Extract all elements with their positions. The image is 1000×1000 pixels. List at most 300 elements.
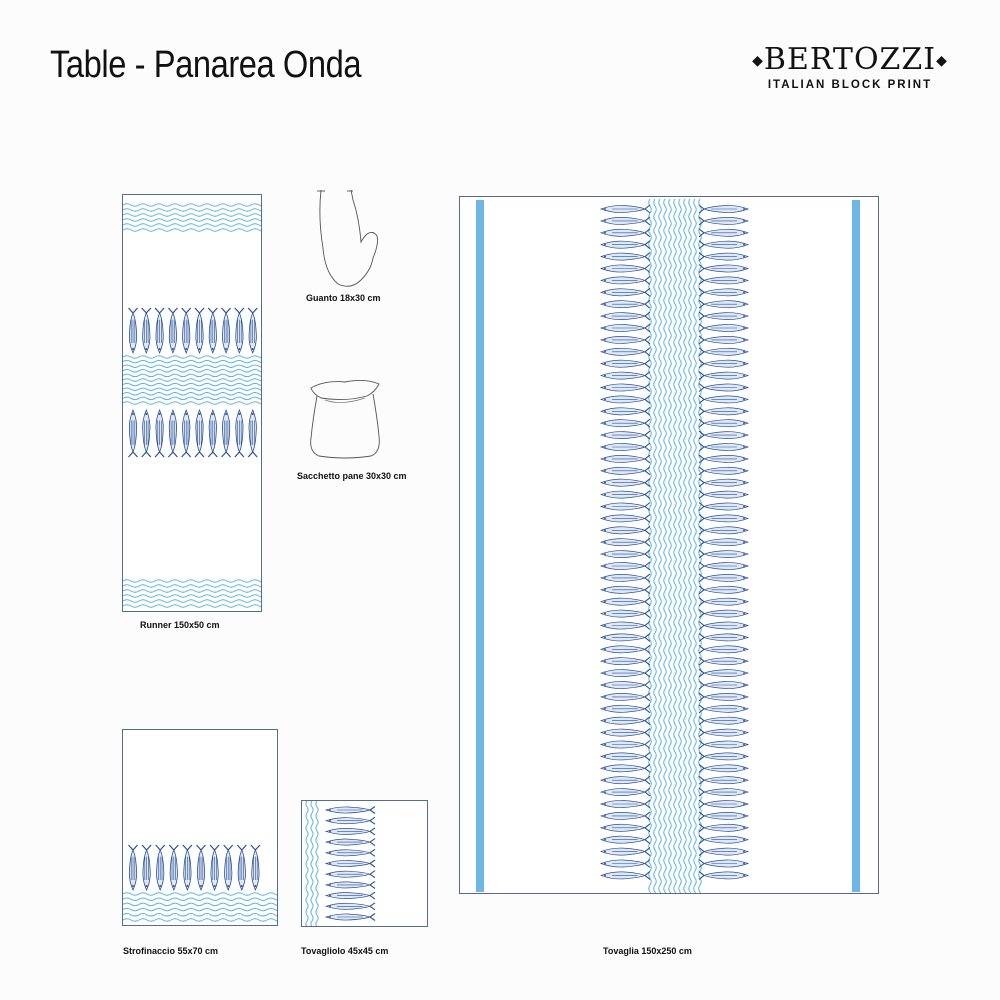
fish-eye [743, 625, 745, 627]
fish-eye [604, 732, 606, 734]
fish-motif [326, 817, 375, 824]
fish-motif [699, 729, 748, 737]
fish-eye [743, 315, 745, 317]
fish-tail [224, 845, 233, 850]
fish-eye [159, 348, 161, 350]
fish-tail [195, 452, 204, 457]
fish-motif [601, 253, 650, 261]
fish-tail [645, 741, 650, 749]
tea-towel-illustration [122, 729, 278, 926]
fish-eye [743, 375, 745, 377]
fish-eye [743, 339, 745, 341]
fish-eye [604, 518, 606, 520]
fish-tail [645, 348, 650, 356]
wave-line [689, 199, 692, 894]
fish-eye [743, 541, 745, 543]
runner-caption: Runner 150x50 cm [140, 620, 220, 630]
fish-eye [225, 348, 227, 350]
fish-tail [645, 455, 650, 463]
fish-motif [326, 839, 375, 846]
fish-eye [604, 399, 606, 401]
wave-line [123, 580, 262, 583]
fish-motif [326, 914, 375, 921]
fish-motif [601, 526, 650, 534]
brand-logo [750, 44, 950, 91]
fish-eye [329, 916, 331, 918]
fish-motif [195, 410, 204, 457]
fish-tail [183, 845, 192, 850]
fish-tail [248, 308, 257, 313]
fish-motif [182, 308, 191, 353]
fish-motif [601, 503, 650, 511]
fish-motif [699, 645, 748, 653]
fish-eye [743, 351, 745, 353]
fish-eye [604, 434, 606, 436]
fish-tail [370, 807, 375, 814]
fish-motif [699, 384, 748, 392]
fish-motif [699, 503, 748, 511]
fish-eye [743, 767, 745, 769]
fish-eye [743, 577, 745, 579]
fish-eye [743, 482, 745, 484]
fish-tail [699, 241, 704, 249]
wave-line [123, 379, 262, 382]
wave-line [123, 590, 262, 593]
fish-motif [222, 410, 231, 457]
wave-line [123, 209, 262, 212]
fish-eye [604, 672, 606, 674]
fish-tail [645, 514, 650, 522]
fish-tail [645, 848, 650, 856]
fish-tail [370, 849, 375, 856]
fish-motif [601, 550, 650, 558]
fish-motif [699, 776, 748, 784]
fish-motif [699, 312, 748, 320]
wave-line [123, 898, 278, 901]
fish-tail [699, 788, 704, 796]
fish-motif [699, 860, 748, 868]
fish-eye [238, 348, 240, 350]
fish-motif [699, 395, 748, 403]
fish-tail [699, 871, 704, 879]
fish-motif [699, 288, 748, 296]
fish-motif [208, 308, 217, 353]
wave-line [123, 224, 262, 227]
fish-motif [699, 622, 748, 630]
fish-motif [197, 845, 206, 890]
fish-tail [370, 892, 375, 899]
fish-motif [601, 752, 650, 760]
fish-tail [699, 645, 704, 653]
napkin-caption: Tovagliolo 45x45 cm [301, 946, 389, 956]
fish-motif [699, 586, 748, 594]
fish-eye [604, 648, 606, 650]
wave-line [123, 600, 262, 603]
fish-motif [210, 845, 219, 890]
fish-eye [743, 363, 745, 365]
fish-motif [326, 860, 375, 867]
napkin-illustration [301, 800, 428, 927]
fish-eye [604, 875, 606, 877]
fish-eye [604, 601, 606, 603]
fish-motif [155, 410, 164, 457]
fish-eye [604, 446, 606, 448]
fish-tail [370, 871, 375, 878]
fish-motif [699, 514, 748, 522]
fish-eye [252, 413, 254, 415]
fish-eye [743, 518, 745, 520]
fish-tail [235, 308, 244, 313]
fish-tail [699, 562, 704, 570]
wave-line [123, 908, 278, 911]
border-stripe [852, 200, 860, 892]
fish-eye [172, 348, 174, 350]
fish-motif [142, 308, 151, 353]
fish-tail [129, 452, 138, 457]
fish-tail [645, 372, 650, 380]
fish-motif [699, 574, 748, 582]
fish-eye [743, 744, 745, 746]
wave-line [123, 919, 278, 922]
fish-eye [743, 422, 745, 424]
fish-tail [645, 443, 650, 451]
fish-tail [645, 681, 650, 689]
fish-motif [699, 824, 748, 832]
fish-eye [604, 410, 606, 412]
wave-line [664, 199, 667, 894]
fish-eye [743, 720, 745, 722]
oven-mitt-illustration [313, 188, 383, 288]
fish-eye [604, 268, 606, 270]
fish-tail [699, 717, 704, 725]
fish-motif [195, 308, 204, 353]
fish-motif [601, 610, 650, 618]
fish-tail [142, 845, 151, 850]
fish-eye [604, 756, 606, 758]
fish-tail [645, 526, 650, 534]
fish-motif [169, 845, 178, 890]
fish-tail [370, 817, 375, 824]
fish-tail [699, 324, 704, 332]
fish-eye [743, 280, 745, 282]
fish-eye [604, 589, 606, 591]
fish-motif [601, 312, 650, 320]
fish-motif [129, 308, 138, 353]
fish-motif [235, 410, 244, 457]
wave-line [123, 370, 262, 373]
fish-tail [645, 360, 650, 368]
diamond-icon: ◆ [936, 53, 948, 69]
fish-eye [329, 884, 331, 886]
fish-motif [699, 550, 748, 558]
fish-motif [601, 205, 650, 213]
fish-eye [604, 220, 606, 222]
fish-eye [743, 303, 745, 305]
fish-tail [237, 845, 246, 850]
wave-line [123, 914, 278, 917]
fish-tail [142, 452, 151, 457]
fish-motif [699, 455, 748, 463]
fish-eye [604, 387, 606, 389]
fish-tail [197, 845, 206, 850]
fish-eye [329, 905, 331, 907]
fish-eye [743, 232, 745, 234]
fish-eye [743, 220, 745, 222]
fish-motif [699, 871, 748, 879]
fish-eye [743, 613, 745, 615]
fish-motif [699, 431, 748, 439]
fish-motif [699, 657, 748, 665]
fish-eye [604, 208, 606, 210]
fish-eye [743, 553, 745, 555]
fish-motif [251, 845, 260, 890]
fish-motif [237, 845, 246, 890]
fish-tail [645, 598, 650, 606]
fish-tail [699, 491, 704, 499]
fish-motif [699, 705, 748, 713]
fish-eye [604, 779, 606, 781]
fish-eye [254, 885, 256, 887]
fish-tail [370, 860, 375, 867]
fish-tail [645, 503, 650, 511]
fish-eye [743, 637, 745, 639]
fish-eye [145, 348, 147, 350]
fish-eye [604, 553, 606, 555]
fish-eye [132, 885, 134, 887]
fish-motif [699, 419, 748, 427]
fish-eye [604, 315, 606, 317]
fish-motif [601, 538, 650, 546]
fish-eye [604, 803, 606, 805]
fish-tail [210, 845, 219, 850]
fish-motif [699, 205, 748, 213]
runner-illustration [122, 194, 262, 612]
wave-line [123, 595, 262, 598]
fish-tail [645, 764, 650, 772]
fish-eye [743, 672, 745, 674]
fish-eye [146, 885, 148, 887]
fish-tail [195, 308, 204, 313]
fish-motif [699, 764, 748, 772]
fish-eye [604, 851, 606, 853]
fish-tail [182, 308, 191, 313]
tea-towel-caption: Strofinaccio 55x70 cm [123, 946, 219, 956]
wave-line [123, 605, 262, 608]
fish-eye [743, 434, 745, 436]
fish-eye [604, 494, 606, 496]
fish-eye [604, 339, 606, 341]
fish-eye [604, 791, 606, 793]
fish-eye [604, 470, 606, 472]
fish-motif [248, 308, 257, 353]
fish-motif [601, 741, 650, 749]
fish-tail [645, 538, 650, 546]
fish-eye [173, 885, 175, 887]
fish-motif [699, 348, 748, 356]
fish-tail [699, 407, 704, 415]
fish-eye [329, 852, 331, 854]
fish-motif [699, 491, 748, 499]
fish-tail [208, 452, 217, 457]
fish-motif [326, 871, 375, 878]
fish-motif [601, 372, 650, 380]
fish-motif [129, 845, 138, 890]
fish-tail [645, 431, 650, 439]
fish-motif [699, 407, 748, 415]
fish-eye [604, 863, 606, 865]
fish-motif [699, 598, 748, 606]
fish-motif [699, 788, 748, 796]
fish-tail [156, 845, 165, 850]
fish-eye [185, 348, 187, 350]
fish-eye [743, 803, 745, 805]
fish-tail [155, 308, 164, 313]
fish-eye [743, 410, 745, 412]
fish-eye [604, 815, 606, 817]
fish-tail [645, 300, 650, 308]
fish-tail [182, 452, 191, 457]
fish-eye [743, 387, 745, 389]
fish-motif [699, 276, 748, 284]
fish-eye [604, 363, 606, 365]
fish-eye [604, 303, 606, 305]
fish-motif [208, 410, 217, 457]
fish-motif [224, 845, 233, 890]
fish-eye [743, 565, 745, 567]
fish-tail [370, 828, 375, 835]
fish-tail [645, 693, 650, 701]
fish-tail [699, 253, 704, 261]
fish-tail [248, 452, 257, 457]
fish-motif [326, 849, 375, 856]
fish-tail [645, 657, 650, 665]
fish-motif [699, 741, 748, 749]
fish-eye [604, 625, 606, 627]
wave-line [123, 204, 262, 207]
fish-eye [604, 613, 606, 615]
fish-motif [155, 308, 164, 353]
fish-motif [183, 845, 192, 890]
fish-eye [214, 885, 216, 887]
fish-eye [604, 827, 606, 829]
fish-motif [601, 800, 650, 808]
fish-eye [604, 744, 606, 746]
fish-eye [329, 895, 331, 897]
fish-motif [601, 288, 650, 296]
fish-eye [743, 208, 745, 210]
fish-motif [326, 807, 375, 814]
fish-eye [132, 348, 134, 350]
fish-motif [601, 836, 650, 844]
fish-eye [604, 256, 606, 258]
fish-eye [172, 413, 174, 415]
fish-tail [235, 452, 244, 457]
fish-motif [699, 443, 748, 451]
fish-tail [645, 419, 650, 427]
fish-motif [222, 308, 231, 353]
page-title: Table - Panarea Onda [50, 44, 362, 86]
wave-line [123, 585, 262, 588]
fish-motif [601, 729, 650, 737]
fish-motif [601, 812, 650, 820]
fish-tail [129, 308, 138, 313]
wave-line [311, 801, 313, 927]
fish-eye [743, 399, 745, 401]
fish-motif [699, 800, 748, 808]
fish-tail [370, 839, 375, 846]
wave-line [679, 199, 682, 894]
fish-eye [743, 291, 745, 293]
border-stripe [476, 200, 484, 892]
fish-eye [145, 413, 147, 415]
fish-eye [743, 732, 745, 734]
fish-motif [601, 455, 650, 463]
fish-eye [604, 291, 606, 293]
fish-eye [604, 482, 606, 484]
fish-eye [743, 839, 745, 841]
fish-eye [743, 779, 745, 781]
wave-line [123, 893, 278, 896]
fish-eye [132, 413, 134, 415]
fish-eye [743, 708, 745, 710]
fish-motif [699, 562, 748, 570]
fish-motif [601, 764, 650, 772]
wave-line [123, 374, 262, 377]
fish-motif [326, 892, 375, 899]
fish-tail [645, 265, 650, 273]
fish-tail [168, 452, 177, 457]
fish-motif [156, 845, 165, 890]
fish-motif [699, 681, 748, 689]
wave-line [123, 393, 262, 396]
fish-eye [743, 863, 745, 865]
fish-tail [699, 312, 704, 320]
fish-tail [699, 479, 704, 487]
fish-tail [645, 776, 650, 784]
fish-motif [601, 419, 650, 427]
fish-eye [604, 351, 606, 353]
wave-line [123, 360, 262, 363]
fish-motif [601, 657, 650, 665]
fish-eye [186, 885, 188, 887]
fish-eye [199, 413, 201, 415]
fish-tail [645, 836, 650, 844]
fish-motif [699, 265, 748, 273]
fish-motif [601, 217, 650, 225]
fish-motif [699, 336, 748, 344]
fish-motif [142, 845, 151, 890]
wave-line [674, 199, 677, 894]
fish-motif [601, 336, 650, 344]
wave-line [316, 801, 318, 927]
fish-eye [743, 696, 745, 698]
fish-eye [743, 684, 745, 686]
fish-tail [645, 288, 650, 296]
fish-motif [601, 705, 650, 713]
fish-motif [182, 410, 191, 457]
fish-eye [604, 541, 606, 543]
fish-motif [601, 788, 650, 796]
fish-motif [699, 217, 748, 225]
fish-motif [699, 479, 748, 487]
fish-eye [743, 256, 745, 258]
fish-motif [699, 467, 748, 475]
fish-motif [699, 610, 748, 618]
wave-line [649, 199, 652, 894]
brand-tagline: ITALIAN BLOCK PRINT [767, 79, 933, 91]
fish-eye [238, 413, 240, 415]
fish-eye [329, 820, 331, 822]
